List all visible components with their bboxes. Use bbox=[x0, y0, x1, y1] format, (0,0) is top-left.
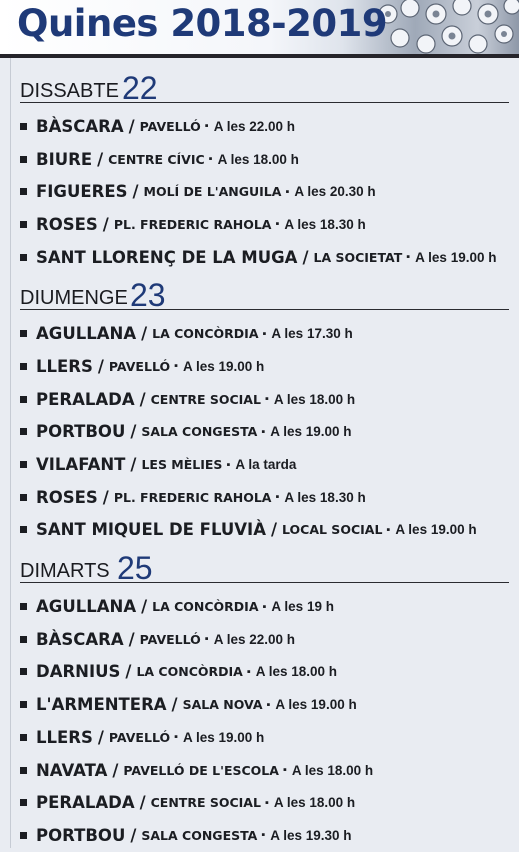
event-time: A les 18.00 h bbox=[291, 762, 374, 778]
event-row bbox=[20, 721, 509, 754]
bullet-icon bbox=[20, 603, 27, 610]
event-time: A les 19.00 h bbox=[415, 249, 497, 265]
bullet-icon bbox=[20, 428, 27, 435]
event-time: A les 18.30 h bbox=[284, 216, 366, 232]
event-venue: CENTRE SOCIAL bbox=[150, 795, 261, 811]
header-rule bbox=[0, 54, 519, 58]
event-time: A les 19.00 h bbox=[395, 522, 477, 538]
event-time: A les 19.30 h bbox=[270, 827, 352, 843]
event-venue: LA CONCÒRDIA bbox=[136, 664, 243, 680]
event-time: A les 17.30 h bbox=[271, 326, 353, 342]
bullet-icon bbox=[20, 494, 27, 501]
event-time: A les 19.00 h bbox=[183, 729, 265, 745]
separator-slash: / bbox=[141, 597, 148, 617]
event-time: A les 18.00 h bbox=[273, 795, 356, 811]
event-town: AGULLANA bbox=[36, 597, 137, 617]
separator-dot: ▪ bbox=[386, 523, 391, 536]
separator-slash: / bbox=[139, 793, 146, 813]
event-time: A les 22.00 h bbox=[213, 631, 295, 647]
event-town: ROSES bbox=[36, 214, 98, 234]
separator-dot: ▪ bbox=[204, 120, 209, 133]
event-row bbox=[20, 350, 509, 383]
event-town: AGULLANA bbox=[36, 324, 137, 344]
event-time: A les 18.30 h bbox=[284, 489, 366, 505]
event-town: BÀSCARA bbox=[36, 629, 124, 649]
event-row bbox=[20, 175, 509, 208]
event-venue: PAVELLÓ bbox=[108, 358, 171, 374]
event-venue: PAVELLÓ bbox=[108, 729, 171, 745]
separator-slash: / bbox=[130, 422, 137, 442]
event-town: DARNIUS bbox=[36, 662, 121, 682]
event-row bbox=[20, 383, 509, 416]
bullet-icon bbox=[20, 396, 27, 403]
event-venue: PAVELLÓ bbox=[139, 118, 201, 134]
bullet-icon bbox=[20, 330, 27, 337]
bullet-icon bbox=[20, 799, 27, 806]
separator-dot: ▪ bbox=[261, 829, 266, 842]
event-time: A les 18.00 h bbox=[255, 664, 338, 680]
page-header bbox=[0, 0, 519, 56]
event-row bbox=[20, 143, 509, 176]
event-town: BIURE bbox=[36, 149, 93, 169]
separator-dot: ▪ bbox=[204, 633, 209, 646]
separator-dot: ▪ bbox=[275, 218, 280, 231]
separator-slash: / bbox=[130, 825, 137, 845]
event-venue: PAVELLÓ bbox=[139, 631, 201, 647]
day-number: 22 bbox=[122, 70, 158, 106]
bullet-icon bbox=[20, 701, 27, 708]
event-venue: PAVELLÓ DE L'ESCOLA bbox=[123, 762, 279, 778]
event-town: LLERS bbox=[36, 727, 93, 747]
event-row bbox=[20, 819, 509, 852]
event-row bbox=[20, 754, 509, 787]
day-number: 25 bbox=[117, 550, 153, 587]
event-venue: MOLÍ DE L'ANGUILA bbox=[143, 184, 282, 200]
bullet-icon bbox=[20, 123, 27, 130]
separator-slash: / bbox=[141, 324, 148, 344]
separator-dot: ▪ bbox=[264, 796, 269, 809]
separator-slash: / bbox=[270, 520, 277, 540]
separator-dot: ▪ bbox=[282, 764, 287, 777]
bullet-icon bbox=[20, 668, 27, 675]
bullet-icon bbox=[20, 734, 27, 741]
event-town: LLERS bbox=[36, 356, 93, 376]
event-venue: SALA NOVA bbox=[182, 697, 263, 713]
event-venue: CENTRE CÍVIC bbox=[108, 151, 205, 167]
bullet-icon bbox=[20, 363, 27, 370]
day-name: DISSABTE bbox=[20, 80, 119, 102]
separator-slash: / bbox=[130, 455, 137, 475]
separator-dot: ▪ bbox=[285, 185, 290, 198]
separator-slash: / bbox=[97, 727, 104, 747]
separator-slash: / bbox=[102, 214, 109, 234]
event-venue: LA CONCÒRDIA bbox=[152, 326, 259, 342]
event-venue: LOCAL SOCIAL bbox=[282, 522, 383, 538]
day-name: DIUMENGE bbox=[20, 287, 128, 310]
event-row bbox=[20, 786, 509, 819]
day-name: DIMARTS bbox=[20, 560, 110, 583]
event-venue: PL. FREDERIC RAHOLA bbox=[113, 216, 272, 232]
event-town: L'ARMENTERA bbox=[36, 695, 167, 715]
event-row bbox=[20, 514, 509, 547]
separator-dot: ▪ bbox=[266, 698, 271, 711]
event-time: A les 19.00 h bbox=[275, 697, 357, 713]
bullet-icon bbox=[20, 188, 27, 195]
bullet-icon bbox=[20, 767, 27, 774]
day-header bbox=[20, 550, 509, 587]
event-time: A les 22.00 h bbox=[213, 118, 295, 134]
event-venue: LES MÈLIES bbox=[141, 457, 223, 473]
bullet-icon bbox=[20, 254, 27, 261]
bingo-card-illustration bbox=[370, 0, 519, 56]
event-town: BÀSCARA bbox=[36, 116, 124, 136]
event-row bbox=[20, 590, 509, 623]
bullet-icon bbox=[20, 156, 27, 163]
separator-slash: / bbox=[125, 662, 132, 682]
separator-dot: ▪ bbox=[208, 153, 213, 166]
bullet-icon bbox=[20, 221, 27, 228]
event-row bbox=[20, 110, 509, 143]
event-row bbox=[20, 416, 509, 449]
event-time: A les 19.00 h bbox=[270, 424, 352, 440]
separator-dot: ▪ bbox=[406, 251, 411, 264]
separator-slash: / bbox=[302, 247, 309, 267]
separator-slash: / bbox=[112, 760, 119, 780]
page-title: Quines 2018-2019 bbox=[17, 2, 388, 45]
event-venue: CENTRE SOCIAL bbox=[150, 391, 261, 407]
event-venue: LA CONCÒRDIA bbox=[152, 599, 259, 615]
separator-dot: ▪ bbox=[275, 491, 280, 504]
separator-slash: / bbox=[132, 182, 139, 202]
separator-slash: / bbox=[128, 629, 135, 649]
separator-dot: ▪ bbox=[246, 665, 251, 678]
event-town: FIGUERES bbox=[36, 182, 128, 202]
event-town: NAVATA bbox=[36, 760, 108, 780]
separator-dot: ▪ bbox=[262, 327, 267, 340]
day-header bbox=[20, 277, 509, 314]
separator-dot: ▪ bbox=[226, 458, 231, 471]
event-town: SANT LLORENÇ DE LA MUGA bbox=[36, 247, 298, 267]
event-town: PORTBOU bbox=[36, 422, 126, 442]
event-venue: SALA CONGESTA bbox=[141, 424, 258, 440]
event-row bbox=[20, 656, 509, 689]
separator-slash: / bbox=[128, 116, 135, 136]
separator-slash: / bbox=[97, 356, 104, 376]
event-time: A la tarda bbox=[235, 457, 297, 473]
day-number: 23 bbox=[130, 277, 166, 314]
event-time: A les 19.00 h bbox=[183, 358, 265, 374]
separator-slash: / bbox=[139, 389, 146, 409]
event-town: SANT MIQUEL DE FLUVIÀ bbox=[36, 520, 266, 540]
separator-dot: ▪ bbox=[262, 600, 267, 613]
event-row bbox=[20, 241, 509, 274]
event-row bbox=[20, 317, 509, 350]
separator-dot: ▪ bbox=[261, 425, 266, 438]
separator-slash: / bbox=[97, 149, 104, 169]
separator-dot: ▪ bbox=[174, 731, 178, 744]
schedule bbox=[20, 72, 509, 852]
separator-slash: / bbox=[171, 695, 178, 715]
bullet-icon bbox=[20, 636, 27, 643]
bullet-icon bbox=[20, 832, 27, 839]
event-row bbox=[20, 688, 509, 721]
event-time: A les 20.30 h bbox=[294, 184, 376, 200]
event-town: VILAFANT bbox=[36, 455, 126, 475]
event-town: PERALADA bbox=[36, 793, 135, 813]
event-town: ROSES bbox=[36, 487, 98, 507]
event-venue: PL. FREDERIC RAHOLA bbox=[113, 489, 272, 505]
event-row bbox=[20, 448, 509, 481]
separator-dot: ▪ bbox=[174, 360, 178, 373]
event-venue: SALA CONGESTA bbox=[141, 827, 258, 843]
event-row bbox=[20, 623, 509, 656]
separator-slash: / bbox=[102, 487, 109, 507]
day-header bbox=[20, 70, 509, 106]
event-row bbox=[20, 481, 509, 514]
event-venue: LA SOCIETAT bbox=[313, 249, 403, 265]
separator-dot: ▪ bbox=[264, 393, 269, 406]
bullet-icon bbox=[20, 526, 27, 533]
event-time: A les 19 h bbox=[271, 599, 334, 615]
side-rule bbox=[10, 58, 11, 848]
event-time: A les 18.00 h bbox=[217, 151, 299, 167]
event-row bbox=[20, 208, 509, 241]
event-time: A les 18.00 h bbox=[273, 391, 356, 407]
event-town: PORTBOU bbox=[36, 825, 126, 845]
bullet-icon bbox=[20, 461, 27, 468]
event-town: PERALADA bbox=[36, 389, 135, 409]
